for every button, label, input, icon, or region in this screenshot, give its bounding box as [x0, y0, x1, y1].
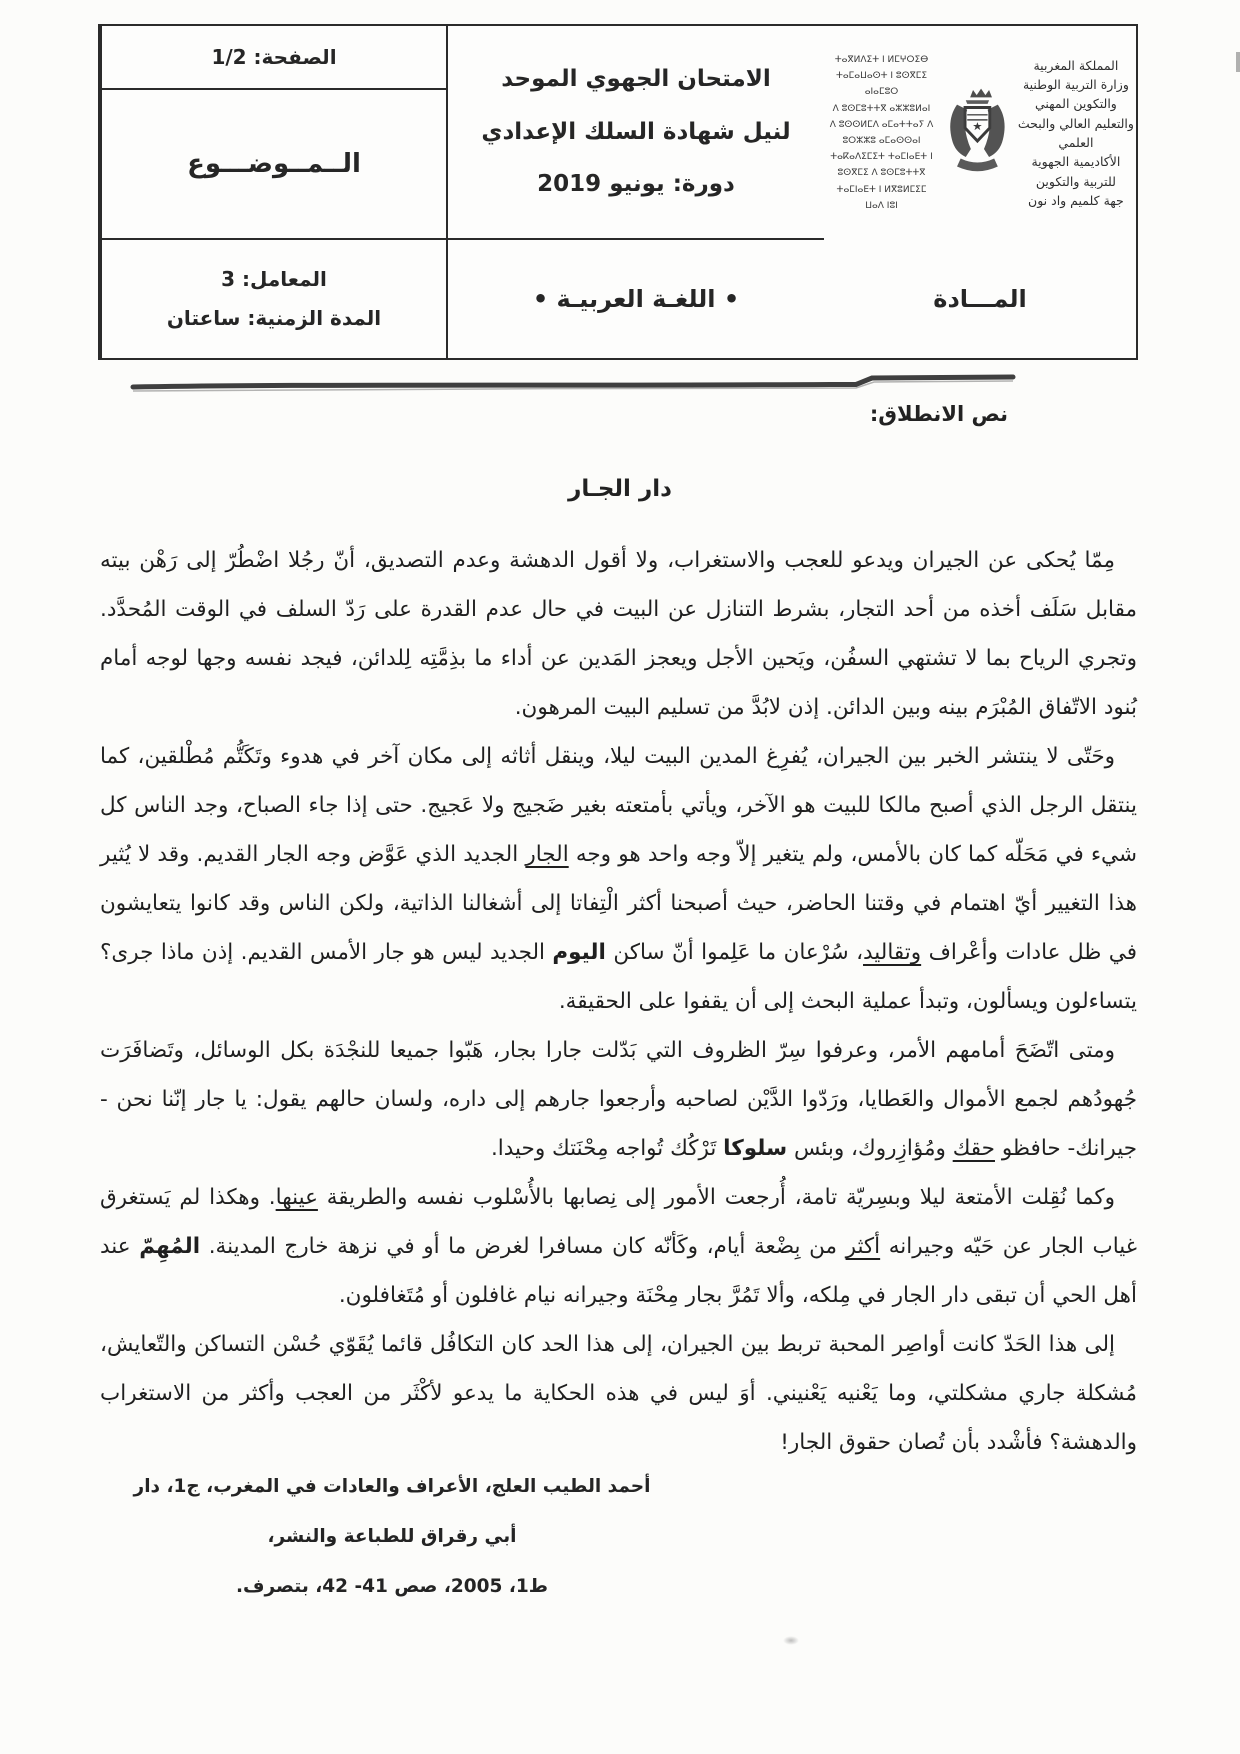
exam-session: دورة: يونيو 2019 — [537, 171, 735, 198]
duration-label: المدة الزمنية: ساعتان — [166, 306, 382, 330]
source-line2: ط1، 2005، صص 41- 42، بتصرف. — [236, 1576, 548, 1597]
ministry-arabic-text: المملكة المغربية وزارة التربية الوطنية والتكوين المهني والتعليم العالي والبحث العلمي الأكاديمية الجهوية للتربية والتكوين جهة كلميم واد نون — [1017, 57, 1134, 209]
header-table — [98, 24, 1138, 360]
paragraph: وحَتّى لا ينتشر الخبر بين الجيران، يُفرِغ المدين البيت ليلا، وينقل أثاثه إلى مكان آخر في هدوء وتَكَتُّم مُطْلقين، كما ينتقل الرجل الذي أصبح مالكا للبيت هو الآخر، ويأتي بأمتعته بغير ضَجيج ولا عَجيج. حتى إذا جاء الصباح، وجد الناس كل شيء في مَحَلّه كما كان بالأمس، ولم يتغير إلاّ وجه واحد هو وجه الجار الجديد الذي عَوَّض وجه الجار القديم. وقد لا يُثير هذا التغيير أيّ اهتمام في وقتنا الحاضر، حيث أصبحنا أكثر الْتِفاتا إلى أشغالنا الذاتية، ولكن الناس وقد كانوا يتعايشون في ظل عادات وأعْراف وتقاليد، سُرْعان ما عَلِموا أنّ ساكن اليوم الجديد ليس هو جار الأمس القديم. إذن ماذا جرى؟ يتساءلون ويسألون، وتبدأ عملية البحث إلى أن يقفوا على الحقيقة. — [100, 744, 1137, 1014]
subject-name: • اللغـة العربيـة • — [532, 285, 740, 313]
text-title: دار الجـار — [568, 476, 672, 502]
subject-name-cell — [446, 240, 824, 358]
ministry-header-cell — [824, 26, 1136, 240]
materia-label-cell — [824, 240, 1136, 358]
page-number-label: الصفحة: 1/2 — [211, 45, 337, 69]
paragraph: ومتى اتّضَحَ أمامهم الأمر، وعرفوا سِرّ الظروف التي بَدّلت جارا بجار، هَبّوا جميعا للنجْدَة بكل الوسائل، وتَضافَرَت جُهودُهم لجمع الأموال والعَطايا، ورَدّوا الدَّيْن لصاحبه وأرجعوا جارهم إلى داره، ولسان حالهم يقول: يا جار إنّنا نحن - جيرانك- حافظو حقك ومُؤازِروك، وبئس سلوكا تَرْكُك تُواجه مِحْنَتك وحيدا. — [100, 1038, 1137, 1161]
coefficient-label: المعامل: 3 — [221, 267, 327, 291]
ministry-tifinagh-text: ⵜⴰⴳⵍⴷⵉⵜ ⵏ ⵍⵎⵖⵔⵉⴱ ⵜⴰⵎⴰⵡⴰⵙⵜ ⵏ ⵓⵙⴳⵎⵉ ⴰⵏⴰⵎⵓⵔ ⴷ ⵓⵙⵎⵓⵜⵜⴳ ⴰⵣⵣⵓⵍⴰⵏ ⴷ ⵓⵙⵙⵍⵎⴷ ⴰⵎⴰⵜⵜⴰⵢ ⴷ ⵓⵔⵣⵣⵓ ⴰⵎⴰⵙⵙⴰⵏ ⵜⴰⴽⴰⴷⵉⵎⵉⵜ ⵜⴰⵎⵏⴰⴹⵜ ⵏ ⵓⵙⴳⵎⵉ ⴷ ⵓⵙⵎⵓⵜⵜⴳ ⵜⴰⵎⵏⴰⴹⵜ ⵏ ⵍⴳⵓⵍⵎⵉⵎ ⵡⴰⴷ ⵏⵓⵏ — [829, 55, 934, 211]
divider-line — [130, 372, 1016, 396]
source-citation — [118, 1462, 666, 1612]
info-column — [100, 26, 446, 358]
subject-word-cell — [102, 90, 446, 240]
exam-title-cell — [446, 26, 824, 240]
moroccan-coat-of-arms-icon — [941, 74, 1014, 192]
materia-label: المـــادة — [933, 285, 1027, 313]
paragraph: مِمّا يُحكى عن الجيران ويدعو للعجب والاستغراب، ولا أقول الدهشة وعدم التصديق، أنّ رجُلا اضْطُرّ إلى رَهْن بيته مقابل سَلَف أخذه من أحد التجار، بشرط التنازل عن البيت في حال عدم القدرة على رَدّ السلف في الوقت المُحدَّد. وتجري الرياح بما لا تشتهي السفُن، ويَحين الأجل ويعجز المَدين عن أداء ما بذِمَّتِه لِلدائن، فيجد نفسه وجها لوجه أمام بُنود الاتّفاق المُبْرَم بينه وبين الدائن. إذن لابُدَّ من تسليم البيت المرهون. — [100, 548, 1137, 720]
paragraph: إلى هذا الحَدّ كانت أواصِر المحبة تربط بين الجيران، إلى هذا الحد كان التكافُل قائما يُقَوّي حُسْن التساكن والتّعايش، مُشكلة جاري مشكلتي، وما يَعْنيه يَعْنيني. أوَ ليس في هذه الحكاية ما يدعو لأكْثَر من العجب وأكثر من الاستغراب والدهشة؟ فأشْدد بأن تُصان حقوق الجار! — [100, 1332, 1137, 1455]
scan-edge-mark — [1236, 52, 1240, 72]
intro-text-label: نص الانطلاق: — [869, 402, 1008, 426]
paragraph: وكما نُقِلت الأمتعة ليلا وبسِريّة تامة، أُرجعت الأمور إلى نِصابها بالأُسْلوب نفسه والطريقة عينها. وهكذا لم يَستغرق غياب الجار عن حَيّه وجيرانه أكثر من بِضْعة أيام، وكَأنّه كان مسافرا لغرض ما أو في نزهة خارج المدينة. المُهِمّ عند أهل الحي أن تبقى دار الجار في مِلكه، وألا تَمُرَّ بجار مِحْنَة وجيرانه نيام غافلون أو مُتَغافلون. — [100, 1185, 1137, 1308]
exam-title-line1: الامتحان الجهوي الموحد — [501, 65, 771, 92]
body-text — [100, 536, 1137, 1467]
scan-smudge — [783, 1636, 799, 1645]
subject-word-label: الــمــوضـــوع — [187, 149, 361, 179]
coef-duration-cell — [102, 240, 446, 358]
exam-title-line2: لنيل شهادة السلك الإعدادي — [481, 118, 791, 145]
page-number-cell — [102, 26, 446, 90]
source-line1: أحمد الطيب العلج، الأعراف والعادات في المغرب، ج1، دار أبي رقراق للطباعة والنشر، — [133, 1476, 651, 1547]
